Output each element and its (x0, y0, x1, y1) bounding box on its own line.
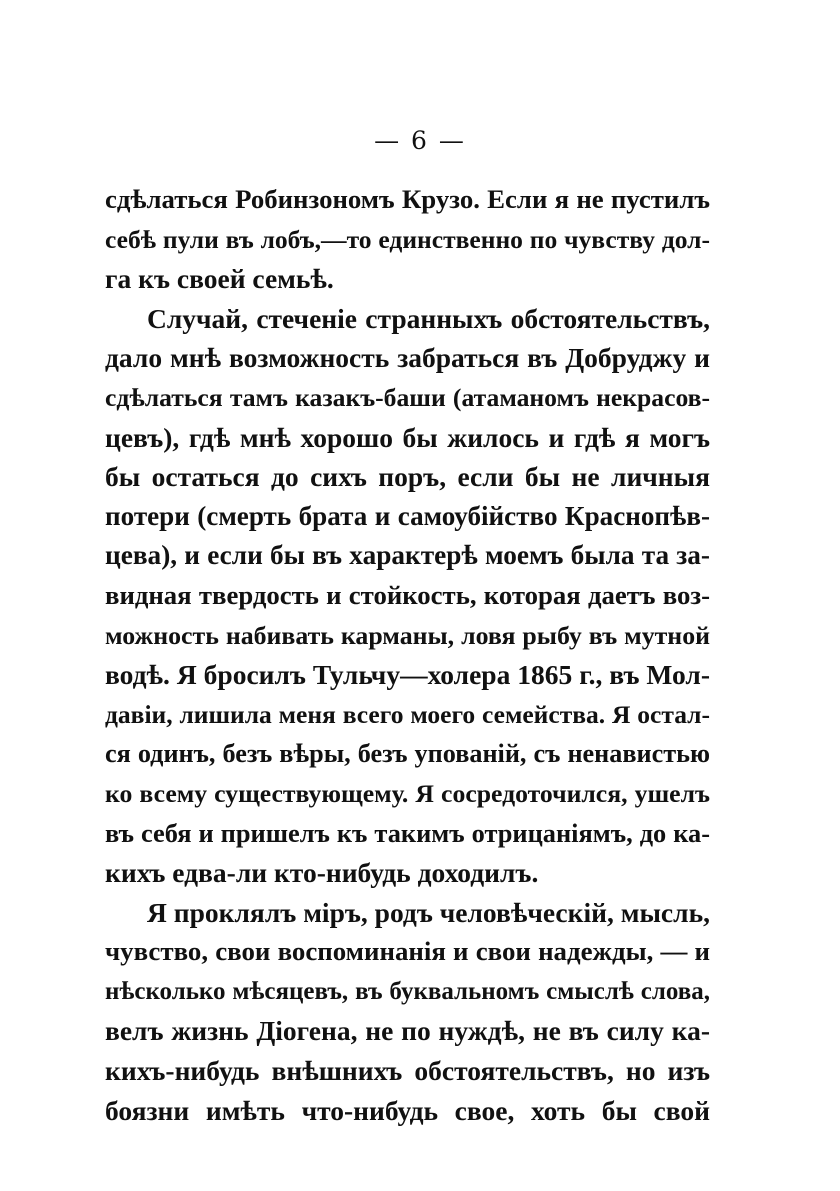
text-line: дало мнѣ возможность забраться въ Добруджу и (105, 342, 710, 374)
text-line: нѣсколько мѣсяцевъ, въ буквальномъ смыслѣ слова, (105, 977, 710, 1005)
text-line: чувство, свои воспоминанія и свои надежды, — и (105, 936, 710, 967)
text-line: потери (смерть брата и самоубійство Краснопѣв- (105, 500, 710, 531)
text-line: цева), и если бы въ характерѣ моемъ была та за- (105, 540, 710, 571)
text-line: Я проклялъ міръ, родъ человѣческій, мысль, (147, 896, 710, 928)
text-line: видная твердость и стойкость, которая даетъ воз- (105, 579, 710, 610)
text-line: сдѣлаться тамъ казакъ-баши (атаманомъ некрасов- (105, 382, 710, 412)
text-line: водѣ. Я бросилъ Тульчу—холера 1865 г., въ Мол- (105, 659, 710, 691)
text-line: себѣ пули въ лобъ,—то единственно по чувству дол- (105, 224, 710, 254)
text-line: боязни имѣть что-нибудь свое, хоть бы свой (105, 1094, 710, 1126)
text-line: цевъ), гдѣ мнѣ хорошо бы жилось и гдѣ я могъ (105, 421, 710, 453)
text-line: кихъ-нибудь внѣшнихъ обстоятельствъ, но изъ (105, 1055, 710, 1087)
text-line: Случай, стеченіе странныхъ обстоятельствъ, (147, 302, 710, 334)
body-text (105, 180, 710, 1130)
text-line: га къ своей семьѣ. (105, 263, 334, 295)
text-line: давіи, лишила меня всего моего семейства. Я остал- (105, 699, 710, 729)
text-line: ко всему существующему. Я сосредоточился, ушелъ (105, 778, 710, 808)
text-line: въ себя и пришелъ къ такимъ отрицаніямъ, до ка- (105, 817, 710, 848)
text-line: можность набивать карманы, ловя рыбу въ мутной (105, 620, 710, 650)
text-line: ся одинъ, безъ вѣры, безъ упованій, съ ненавистью (105, 739, 710, 769)
text-line: кихъ едва-ли кто-нибудь доходилъ. (105, 857, 539, 889)
text-line: сдѣлаться Робинзономъ Крузо. Если я не пустилъ (105, 184, 710, 214)
text-line: велъ жизнь Діогена, не по нуждѣ, не въ силу ка- (105, 1015, 710, 1047)
page-number: — 6 — (374, 126, 466, 155)
text-line: бы остаться до сихъ поръ, если бы не личныя (105, 461, 710, 493)
